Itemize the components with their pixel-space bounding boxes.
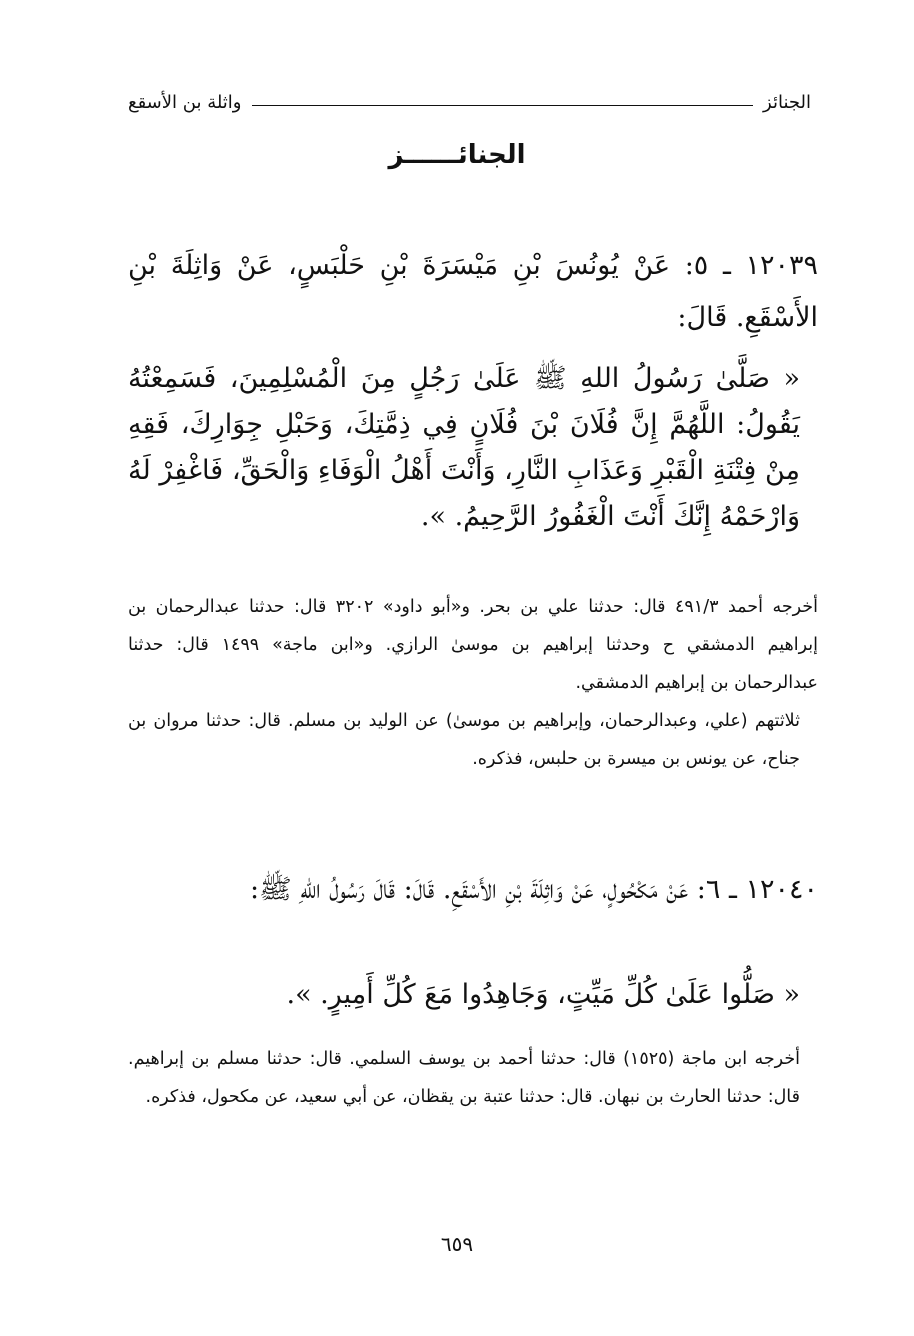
header-chapter: الجنائز xyxy=(763,91,811,113)
hadith-takhrij xyxy=(128,588,818,778)
page-number: ٦٥٩ xyxy=(440,1232,474,1256)
takhrij-paragraph: أخرجه ابن ماجة (١٥٢٥) قال: حدثنا أحمد بن يوسف السلمي. قال: حدثنا مسلم بن إبراهيم. قال: حدثنا الحارث بن نبهان. قال: حدثنا عتبة بن يقظان، عن أبي سعيد، عن مكحول، فذكره. xyxy=(128,1049,800,1107)
hadith-matn: « صَلُّوا عَلَىٰ كُلِّ مَيِّتٍ، وَجَاهِدُوا مَعَ كُلِّ أَمِيرٍ. ». xyxy=(286,979,800,1010)
hadith-matn: « صَلَّىٰ رَسُولُ اللهِ ﷺ عَلَىٰ رَجُلٍ مِنَ الْمُسْلِمِينَ، فَسَمِعْتُهُ يَقُولُ: اللَّهُمَّ إِنَّ فُلَانَ بْنَ فُلَانٍ فِي ذِمَّتِكَ، وَحَبْلِ جِوَارِكَ، فَقِهِ مِنْ فِتْنَةِ الْقَبْرِ وَعَذَابِ النَّارِ، وَأَنْتَ أَهْلُ الْوَفَاءِ وَالْحَقِّ، فَاغْفِرْ لَهُ وَارْحَمْهُ إِنَّكَ أَنْتَ الْغَفُورُ الرَّحِيمُ. ». xyxy=(128,363,800,532)
hadith-heading: ١٢٠٤٠ ـ ٦: عَنْ مَكْحُولٍ، عَنْ وَاثِلَةَ بْنِ الأَسْقَعِ. قَالَ: قَالَ رَسُولُ اللهِ ﷺ: xyxy=(250,874,818,905)
hadith-takhrij xyxy=(128,1040,818,1116)
takhrij-paragraph: أخرجه أحمد ٤٩١/٣ قال: حدثنا علي بن بحر. و«أبو داود» ٣٢٠٢ قال: حدثنا عبدالرحمان بن إبراهيم الدمشقي ح وحدثنا إبراهيم بن موسىٰ الرازي. و«ابن ماجة» ١٤٩٩ قال: حدثنا عبدالرحمان بن إبراهيم الدمشقي. xyxy=(128,597,818,693)
section-title: الجنائــــــز xyxy=(388,140,526,170)
header-rule xyxy=(252,105,754,106)
takhrij-paragraph: ثلاثتهم (علي، وعبدالرحمان، وإبراهيم بن موسىٰ) عن الوليد بن مسلم. قال: حدثنا مروان بن جناح، عن يونس بن ميسرة بن حلبس، فذكره. xyxy=(128,711,800,769)
running-header xyxy=(128,86,811,118)
hadith-heading: ١٢٠٣٩ ـ ٥: عَنْ يُونُسَ بْنِ مَيْسَرَةَ بْنِ حَلْبَسٍ، عَنْ وَاثِلَةَ بْنِ الأَسْقَعِ. قَالَ: xyxy=(128,250,818,333)
header-narrator: واثلة بن الأسقع xyxy=(128,91,242,113)
